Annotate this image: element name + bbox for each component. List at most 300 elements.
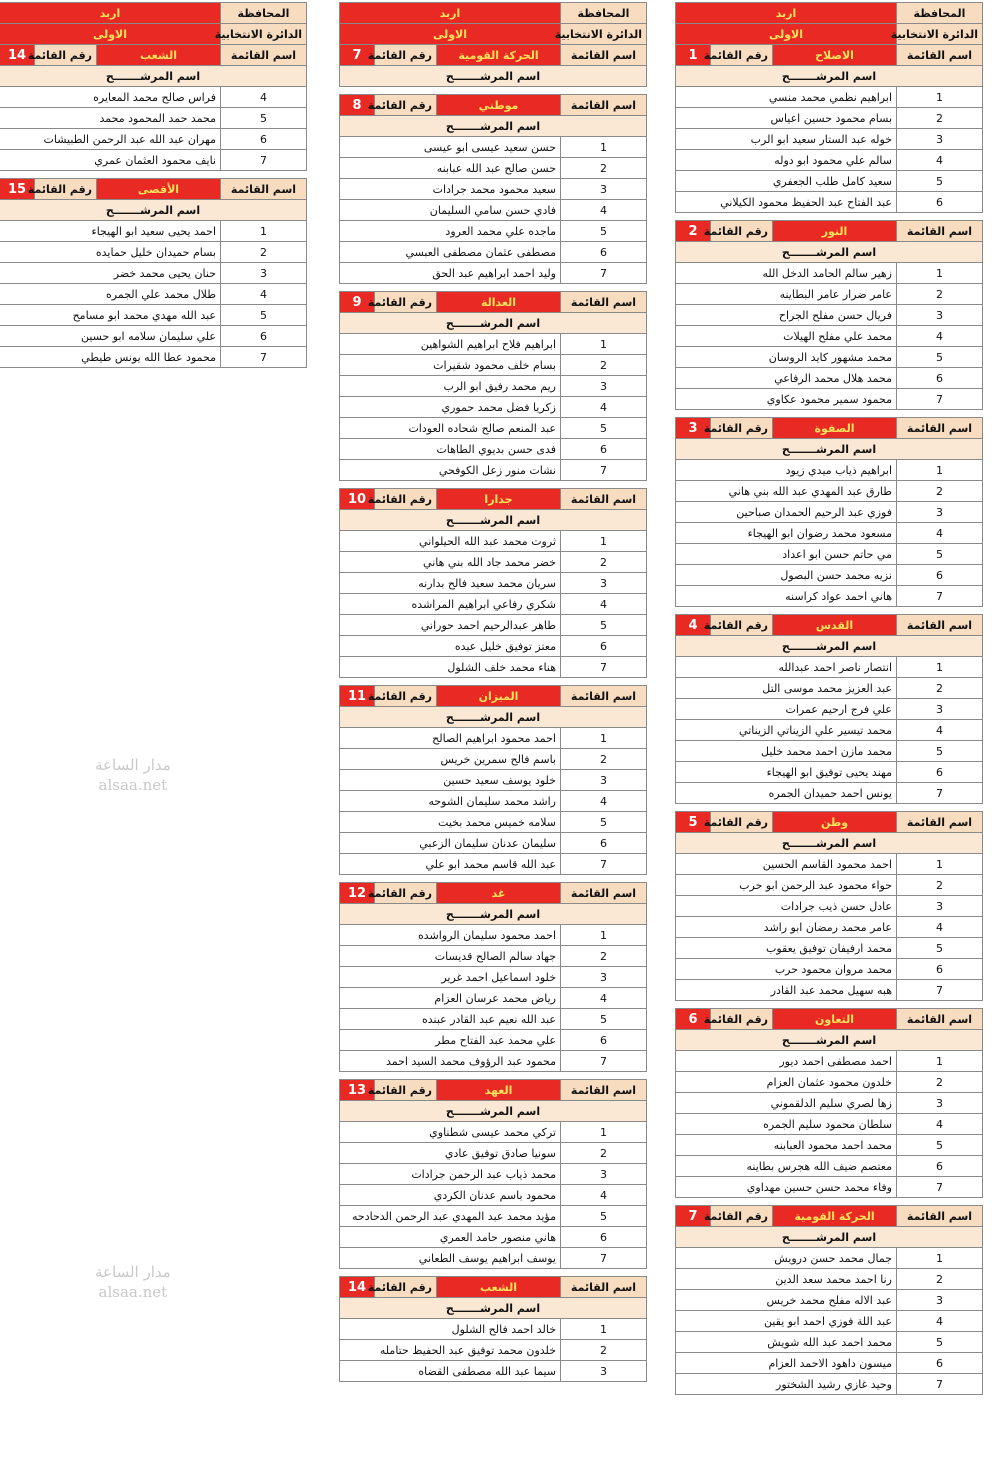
list-name-value: الحركة القومية: [773, 1206, 897, 1227]
candidate-name: خلود اسماعيل احمد غرير: [339, 967, 560, 988]
candidate-name-header: اسم المرشـــــــح: [675, 1030, 982, 1051]
list-name-value: الميزان: [437, 686, 561, 707]
candidate-header-row: [339, 904, 646, 925]
candidate-number: 7: [897, 389, 983, 410]
watermark: [95, 1262, 171, 1302]
candidate-name: مسعود محمد رضوان ابو الهيجاء: [675, 523, 896, 544]
candidate-row: [339, 1122, 646, 1143]
list-header-row: [339, 1080, 646, 1101]
candidate-name-header: اسم المرشـــــــح: [675, 636, 982, 657]
candidate-header-row: [339, 707, 646, 728]
candidate-name: معتصم ضيف الله هجرس بطاينه: [675, 1156, 896, 1177]
candidate-number: 4: [561, 1185, 647, 1206]
candidate-header-row: [339, 116, 646, 137]
candidate-row: [339, 812, 646, 833]
candidate-name: خضر محمد جاد الله بني هاني: [339, 552, 560, 573]
candidate-row: [675, 1311, 982, 1332]
gap-cell: [339, 678, 646, 686]
candidate-number: 3: [561, 376, 647, 397]
gap-cell: [339, 1269, 646, 1277]
candidate-row: [675, 896, 982, 917]
list-number-value: 10: [339, 489, 374, 510]
candidate-name: احمد محمود ابراهيم الصالح: [339, 728, 560, 749]
candidate-name: وحيد غازي رشيد الشختور: [675, 1374, 896, 1395]
candidate-row: [339, 925, 646, 946]
list-header-row: [675, 1206, 982, 1227]
candidate-row: [339, 355, 646, 376]
candidate-number: 7: [561, 263, 647, 284]
candidate-row: [339, 615, 646, 636]
gap-cell: [339, 284, 646, 292]
list-name-label: اسم القائمة: [561, 1277, 647, 1298]
candidate-number: 4: [561, 200, 647, 221]
candidate-row: [0, 242, 307, 263]
list-name-label: اسم القائمة: [561, 45, 647, 66]
candidate-number: 2: [897, 108, 983, 129]
candidate-row: [675, 1093, 982, 1114]
candidate-name-header: اسم المرشـــــــح: [339, 1298, 646, 1319]
list-number-label: رقم القائمة: [375, 1080, 437, 1101]
candidate-name: محمد هلال محمد الرفاعي: [675, 368, 896, 389]
province-value: اربد: [339, 3, 560, 24]
candidate-name: ابراهيم ذياب ميدي زيود: [675, 460, 896, 481]
candidate-row: [339, 573, 646, 594]
candidate-number: 2: [561, 552, 647, 573]
candidate-name: زها لصري سليم الدلقموني: [675, 1093, 896, 1114]
candidate-number: 2: [897, 1072, 983, 1093]
list-number-value: 2: [675, 221, 710, 242]
candidate-name: ريم محمد رفيق ابو الرب: [339, 376, 560, 397]
candidate-number: 3: [897, 1290, 983, 1311]
list-name-value: الصفوة: [773, 418, 897, 439]
list-gap: [675, 410, 982, 418]
candidate-name: عبد العزيز محمد موسى التل: [675, 678, 896, 699]
candidate-row: [339, 791, 646, 812]
lists-table: [339, 2, 647, 1382]
candidate-row: [339, 833, 646, 854]
candidate-name: حسن سعيد عيسى ابو عيسى: [339, 137, 560, 158]
list-number-label: رقم القائمة: [375, 883, 437, 904]
candidate-number: 5: [561, 1206, 647, 1227]
candidate-number: 7: [897, 586, 983, 607]
candidate-row: [675, 565, 982, 586]
candidate-name-header: اسم المرشـــــــح: [675, 66, 982, 87]
district-row: [0, 24, 307, 45]
candidate-row: [675, 150, 982, 171]
candidate-row: [339, 1143, 646, 1164]
candidate-number: 1: [897, 1051, 983, 1072]
candidate-row: [675, 1374, 982, 1395]
candidate-number: 6: [897, 959, 983, 980]
candidate-name: سالم علي محمود ابو دوله: [675, 150, 896, 171]
candidate-name-header: اسم المرشـــــــح: [339, 707, 646, 728]
candidate-row: [339, 1340, 646, 1361]
candidate-name-header: اسم المرشـــــــح: [339, 1101, 646, 1122]
list-number-label: رقم القائمة: [711, 1009, 773, 1030]
province-value: اربد: [675, 3, 896, 24]
list-number-label: رقم القائمة: [711, 1206, 773, 1227]
list-name-value: العهد: [437, 1080, 561, 1101]
candidate-row: [675, 699, 982, 720]
list-name-label: اسم القائمة: [221, 179, 307, 200]
list-header-row: [675, 1009, 982, 1030]
list-header-row: [675, 418, 982, 439]
list-name-value: غد: [437, 883, 561, 904]
candidate-name: مي حاتم حسن ابو اعداد: [675, 544, 896, 565]
candidate-number: 4: [897, 523, 983, 544]
candidate-name: عبد الله مهدي محمد ابو مسامح: [0, 305, 221, 326]
list-name-value: العدالة: [437, 292, 561, 313]
candidate-row: [675, 1269, 982, 1290]
candidate-name: عادل حسن ذيب جرادات: [675, 896, 896, 917]
candidate-name: راشد محمد سليمان الشوحه: [339, 791, 560, 812]
list-number-value: 14: [0, 45, 35, 66]
candidate-name: عبد الله نعيم عبد القادر عبنده: [339, 1009, 560, 1030]
province-value: اربد: [0, 3, 221, 24]
candidate-number: 7: [221, 150, 307, 171]
candidate-row: [675, 305, 982, 326]
province-label: المحافظة: [561, 3, 647, 24]
candidate-number: 2: [221, 242, 307, 263]
candidate-name-header: اسم المرشـــــــح: [339, 904, 646, 925]
candidate-number: 1: [221, 221, 307, 242]
list-header-row: [339, 95, 646, 116]
candidate-row: [675, 678, 982, 699]
candidate-number: 2: [561, 1143, 647, 1164]
candidate-number: 7: [897, 1177, 983, 1198]
candidate-name-header: اسم المرشـــــــح: [339, 510, 646, 531]
candidate-name: سعيد محمود محمد جرادات: [339, 179, 560, 200]
list-number-value: 4: [675, 615, 710, 636]
candidate-name: نزيه محمد حسن البصول: [675, 565, 896, 586]
candidate-row: [675, 108, 982, 129]
province-label: المحافظة: [897, 3, 983, 24]
list-number-value: 5: [675, 812, 710, 833]
candidate-row: [339, 749, 646, 770]
candidate-row: [339, 854, 646, 875]
list-name-label: اسم القائمة: [561, 292, 647, 313]
candidate-row: [675, 741, 982, 762]
candidate-name: هاني احمد عواد كراسنه: [675, 586, 896, 607]
candidate-number: 1: [561, 531, 647, 552]
candidate-number: 5: [561, 418, 647, 439]
candidate-row: [0, 108, 307, 129]
candidate-row: [675, 326, 982, 347]
candidate-name: وفاء محمد حسن حسين مهداوي: [675, 1177, 896, 1198]
list-number-label: رقم القائمة: [711, 221, 773, 242]
candidate-row: [0, 326, 307, 347]
candidate-row: [675, 171, 982, 192]
list-gap: [339, 678, 646, 686]
candidate-name-header: اسم المرشـــــــح: [675, 242, 982, 263]
candidate-name: علي فرج ارحيم عمرات: [675, 699, 896, 720]
province-row: [339, 3, 646, 24]
candidate-number: 7: [561, 854, 647, 875]
list-number-label: رقم القائمة: [711, 45, 773, 66]
candidate-name: نشات منور زعل الكوفحي: [339, 460, 560, 481]
candidate-name: سيما عبد الله مصطفى القضاه: [339, 1361, 560, 1382]
candidate-number: 3: [221, 263, 307, 284]
candidate-number: 5: [561, 1009, 647, 1030]
candidate-name: ابراهيم نظمي محمد منسي: [675, 87, 896, 108]
candidate-row: [675, 917, 982, 938]
candidate-number: 6: [897, 1156, 983, 1177]
candidate-row: [339, 531, 646, 552]
candidate-name: علي سليمان سلامه ابو حسين: [0, 326, 221, 347]
candidate-row: [339, 967, 646, 988]
list-number-label: رقم القائمة: [711, 812, 773, 833]
candidate-row: [339, 221, 646, 242]
candidate-number: 6: [897, 762, 983, 783]
candidate-name: هبه سهيل محمد عبد القادر: [675, 980, 896, 1001]
list-number-label: رقم القائمة: [375, 292, 437, 313]
candidate-row: [339, 988, 646, 1009]
candidate-name: محمود عطا الله يونس طيطي: [0, 347, 221, 368]
candidate-header-row: [0, 66, 307, 87]
candidate-row: [0, 284, 307, 305]
candidate-number: 1: [897, 263, 983, 284]
candidate-row: [675, 502, 982, 523]
watermark-line2: alsaa.net: [98, 1283, 168, 1301]
candidate-number: 5: [561, 221, 647, 242]
candidate-name: جهاد سالم الصالح قديسات: [339, 946, 560, 967]
candidate-number: 1: [561, 1122, 647, 1143]
candidate-name: انتصار ناصر احمد عبدالله: [675, 657, 896, 678]
candidate-row: [0, 150, 307, 171]
candidate-row: [675, 1135, 982, 1156]
candidate-number: 4: [561, 397, 647, 418]
candidate-header-row: [675, 439, 982, 460]
candidate-name: نايف محمود العثمان عمري: [0, 150, 221, 171]
candidate-row: [675, 586, 982, 607]
candidate-row: [675, 284, 982, 305]
candidate-name-header: اسم المرشـــــــح: [675, 439, 982, 460]
candidate-row: [339, 1164, 646, 1185]
candidate-number: 2: [897, 284, 983, 305]
candidate-row: [339, 552, 646, 573]
candidate-name: سونيا صادق توفيق عادي: [339, 1143, 560, 1164]
candidate-name-header: اسم المرشـــــــح: [0, 66, 307, 87]
candidate-name: طلال محمد علي الجمره: [0, 284, 221, 305]
candidate-row: [339, 200, 646, 221]
candidate-name: بسام حميدان خليل حمايده: [0, 242, 221, 263]
list-number-label: رقم القائمة: [375, 95, 437, 116]
candidate-number: 7: [561, 1248, 647, 1269]
candidate-row: [675, 720, 982, 741]
district-row: [675, 24, 982, 45]
candidate-row: [675, 959, 982, 980]
candidate-number: 3: [897, 502, 983, 523]
candidate-name: عبد الله قاسم محمد ابو علي: [339, 854, 560, 875]
candidate-name: ثروت محمد عبد الله الحيلواني: [339, 531, 560, 552]
list-number-value: 15: [0, 179, 35, 200]
candidate-name: شكري رفاعي ابراهيم المراشده: [339, 594, 560, 615]
candidate-row: [339, 1248, 646, 1269]
candidate-name: محمد مازن احمد محمد خليل: [675, 741, 896, 762]
candidate-number: 4: [897, 917, 983, 938]
candidate-number: 4: [897, 150, 983, 171]
list-number-value: 3: [675, 418, 710, 439]
list-name-value: جدارا: [437, 489, 561, 510]
candidate-name: مهران عبد الله عبد الرحمن الطبيشات: [0, 129, 221, 150]
list-number-value: 14: [339, 1277, 374, 1298]
list-gap: [339, 1269, 646, 1277]
candidate-name: ماجده علي محمد العرود: [339, 221, 560, 242]
candidate-row: [339, 179, 646, 200]
candidate-number: 6: [897, 368, 983, 389]
candidate-row: [339, 1030, 646, 1051]
candidate-number: 1: [561, 137, 647, 158]
column-left: [2, 2, 307, 368]
candidate-row: [675, 368, 982, 389]
candidate-row: [675, 1290, 982, 1311]
candidate-name-header: اسم المرشـــــــح: [0, 200, 307, 221]
candidate-name: علي محمد عبد الفتاح مطر: [339, 1030, 560, 1051]
candidate-number: 7: [561, 460, 647, 481]
list-number-label: رقم القائمة: [35, 45, 97, 66]
list-number-value: 6: [675, 1009, 710, 1030]
list-gap: [339, 1072, 646, 1080]
list-name-label: اسم القائمة: [897, 221, 983, 242]
watermark-line1: مدار الساعة: [95, 756, 171, 774]
list-gap: [675, 213, 982, 221]
list-number-value: 7: [675, 1206, 710, 1227]
candidate-row: [675, 980, 982, 1001]
candidate-row: [675, 875, 982, 896]
list-number-value: 1: [675, 45, 710, 66]
candidate-number: 7: [897, 980, 983, 1001]
candidate-name: احمد محمود القاسم الحسين: [675, 854, 896, 875]
candidate-name: خالد احمد فالح الشلول: [339, 1319, 560, 1340]
candidate-number: 5: [897, 1332, 983, 1353]
list-name-label: اسم القائمة: [897, 45, 983, 66]
candidate-row: [675, 938, 982, 959]
candidate-name: محمود سمير محمود عكاوي: [675, 389, 896, 410]
candidate-name: رياض محمد عرسان العزام: [339, 988, 560, 1009]
list-header-row: [339, 686, 646, 707]
candidate-number: 6: [897, 565, 983, 586]
candidate-row: [675, 1114, 982, 1135]
candidate-name: خلدون محمد توفيق عبد الحفيظ حتامله: [339, 1340, 560, 1361]
candidate-number: 7: [221, 347, 307, 368]
candidate-number: 5: [221, 108, 307, 129]
candidate-name: محمد مشهور كايد الروسان: [675, 347, 896, 368]
list-name-label: اسم القائمة: [561, 883, 647, 904]
list-name-label: اسم القائمة: [561, 686, 647, 707]
candidate-row: [675, 523, 982, 544]
candidate-row: [339, 397, 646, 418]
candidate-name: هاني منصور حامد العمري: [339, 1227, 560, 1248]
candidate-name: محمد حمد المحمود محمد: [0, 108, 221, 129]
candidate-number: 5: [897, 1135, 983, 1156]
candidate-row: [339, 242, 646, 263]
list-header-row: [675, 221, 982, 242]
gap-cell: [339, 481, 646, 489]
list-name-label: اسم القائمة: [221, 45, 307, 66]
candidate-row: [339, 946, 646, 967]
candidate-number: 4: [897, 326, 983, 347]
candidate-row: [339, 376, 646, 397]
district-row: [339, 24, 646, 45]
list-name-value: الأقصى: [97, 179, 221, 200]
candidate-number: 4: [221, 87, 307, 108]
candidate-row: [339, 636, 646, 657]
candidate-name: محمد ذياب عبد الرحمن جرادات: [339, 1164, 560, 1185]
candidate-name: باسم فالح سمرين خريس: [339, 749, 560, 770]
candidate-name: عبد الاله مفلح محمد خريس: [675, 1290, 896, 1311]
candidate-row: [0, 87, 307, 108]
candidate-row: [339, 263, 646, 284]
list-header-row: [339, 1277, 646, 1298]
candidate-row: [339, 1361, 646, 1382]
candidate-row: [339, 158, 646, 179]
list-gap: [339, 875, 646, 883]
candidate-number: 1: [561, 1319, 647, 1340]
candidate-name: محمد مروان محمود حرب: [675, 959, 896, 980]
candidate-number: 5: [897, 347, 983, 368]
list-name-value: الاصلاح: [773, 45, 897, 66]
candidate-name: احمد محمود سليمان الرواشده: [339, 925, 560, 946]
candidate-name: تركي محمد عيسى شطناوي: [339, 1122, 560, 1143]
candidate-row: [675, 481, 982, 502]
candidate-row: [675, 389, 982, 410]
list-number-value: 8: [339, 95, 374, 116]
candidate-row: [339, 1185, 646, 1206]
candidate-name: مصطفى عثمان مصطفى العبسي: [339, 242, 560, 263]
candidate-number: 1: [897, 854, 983, 875]
district-label: الدائرة الانتخابية: [897, 24, 983, 45]
gap-cell: [339, 87, 646, 95]
candidate-number: 7: [561, 657, 647, 678]
candidate-number: 6: [561, 1030, 647, 1051]
candidate-row: [675, 347, 982, 368]
list-number-label: رقم القائمة: [711, 615, 773, 636]
candidate-row: [675, 1177, 982, 1198]
candidate-name: معتز توفيق خليل عبده: [339, 636, 560, 657]
candidate-number: 4: [897, 1311, 983, 1332]
candidate-row: [0, 347, 307, 368]
list-header-row: [0, 179, 307, 200]
candidate-number: 4: [897, 1114, 983, 1135]
candidate-number: 5: [897, 544, 983, 565]
gap-cell: [675, 1001, 982, 1009]
candidate-header-row: [675, 833, 982, 854]
candidate-row: [0, 221, 307, 242]
candidate-header-row: [675, 66, 982, 87]
list-number-label: رقم القائمة: [375, 686, 437, 707]
list-header-row: [339, 292, 646, 313]
candidate-name: عامر محمد رمضان ابو راشد: [675, 917, 896, 938]
candidate-number: 3: [561, 1361, 647, 1382]
candidate-number: 6: [561, 242, 647, 263]
list-gap: [675, 1001, 982, 1009]
candidate-name: سريان محمد سعيد فالح بدارنه: [339, 573, 560, 594]
candidate-header-row: [675, 1030, 982, 1051]
candidate-name: هناء محمد خلف الشلول: [339, 657, 560, 678]
gap-cell: [675, 213, 982, 221]
list-name-value: النور: [773, 221, 897, 242]
district-value: الاولى: [675, 24, 896, 45]
list-header-row: [675, 615, 982, 636]
candidate-name: جمال محمد حسن درويش: [675, 1248, 896, 1269]
candidate-name: محمد ارفيفان توفيق يعقوب: [675, 938, 896, 959]
gap-cell: [675, 410, 982, 418]
candidate-row: [675, 854, 982, 875]
candidate-row: [675, 1051, 982, 1072]
list-gap: [675, 1198, 982, 1206]
candidate-number: 6: [561, 1227, 647, 1248]
candidate-name: محمد تيسير علي الزيناتي الزيناتي: [675, 720, 896, 741]
